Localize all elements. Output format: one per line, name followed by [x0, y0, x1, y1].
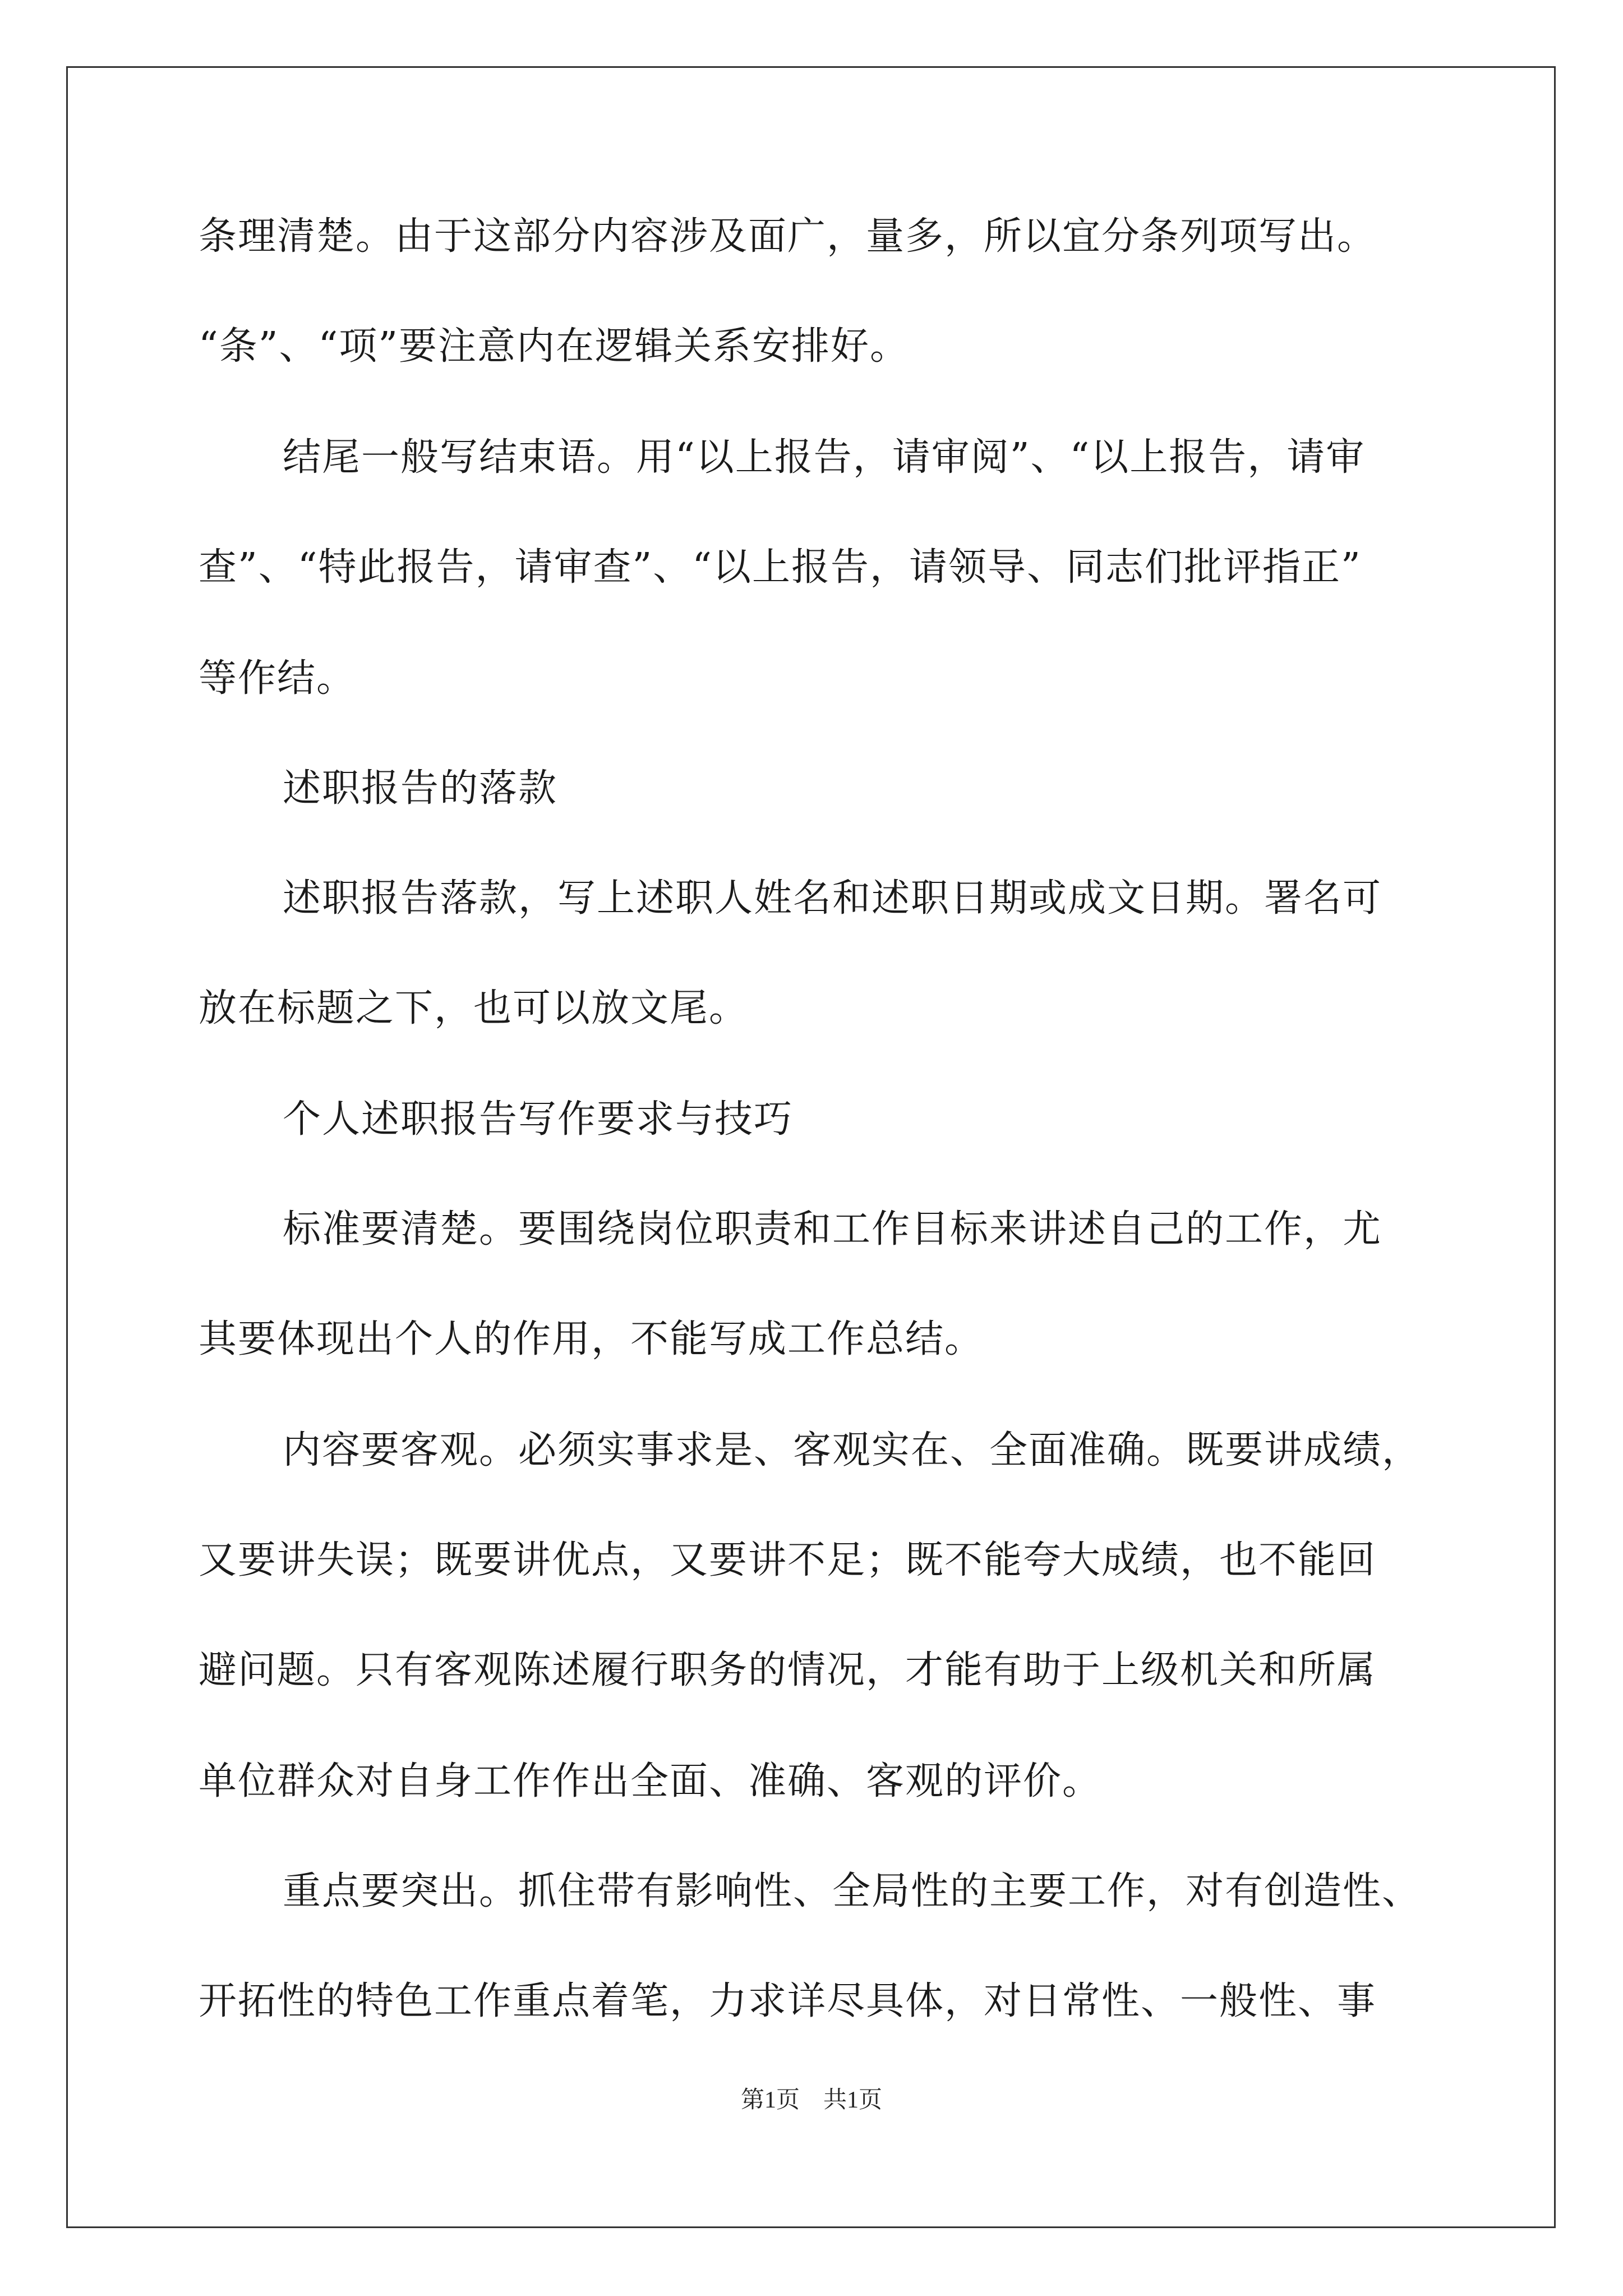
section-heading: 述职报告的落款 — [283, 766, 558, 811]
text-line: 开拓性的特色工作重点着笔，力求详尽具体，对日常性、一般性、事 — [199, 1979, 1377, 2023]
section-heading: 个人述职报告写作要求与技巧 — [283, 1097, 794, 1142]
text-line: 等作结。 — [199, 656, 356, 701]
paragraph-start: 结尾一般写结束语。用“以上报告，请审阅”、“以上报告，请审 — [283, 435, 1366, 480]
page-number: 第1页 共1页 — [740, 2087, 882, 2113]
text-line: 其要体现出个人的作用，不能写成工作总结。 — [199, 1317, 984, 1361]
text-line: 避问题。只有客观陈述履行职务的情况，才能有助于上级机关和所属 — [199, 1648, 1377, 1692]
paragraph-start: 内容要客观。必须实事求是、客观实在、全面准确。既要讲成绩， — [283, 1428, 1422, 1473]
text-line: 放在标题之下，也可以放文尾。 — [199, 986, 749, 1030]
text-line: 单位群众对自身工作作出全面、准确、客观的评价。 — [199, 1759, 1102, 1803]
text-line: 条理清楚。由于这部分内容涉及面广，量多，所以宜分条列项写出。 — [199, 214, 1377, 259]
paragraph-start: 标准要清楚。要围绕岗位职责和工作目标来讲述自己的工作，尤 — [283, 1207, 1382, 1251]
text-line: “条”、“项”要注意内在逻辑关系安排好。 — [199, 324, 910, 369]
text-line: 又要讲失误；既要讲优点，又要讲不足；既不能夸大成绩，也不能回 — [199, 1538, 1377, 1582]
paragraph-start: 重点要突出。抓住带有影响性、全局性的主要工作，对有创造性、 — [283, 1869, 1422, 1913]
paragraph-start: 述职报告落款，写上述职人姓名和述职日期或成文日期。署名可 — [283, 876, 1382, 921]
text-line: 查”、“特此报告，请审查”、“以上报告，请领导、同志们批评指正” — [199, 545, 1362, 590]
